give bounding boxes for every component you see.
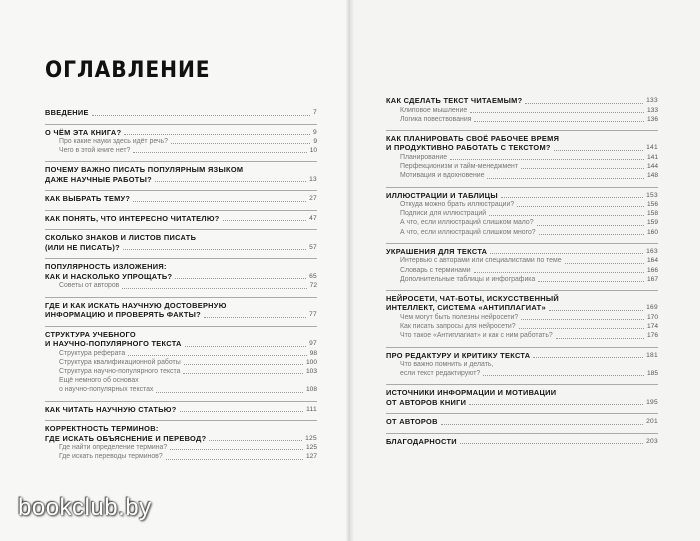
toc-entry-label: о научно-популярных текстах: [59, 386, 154, 394]
toc-leader-dots: [521, 168, 644, 169]
toc-page-number: 159: [646, 219, 658, 227]
toc-entry-label: КАК ПЛАНИРОВАТЬ СВОЁ РАБОЧЕЕ ВРЕМЯ: [386, 133, 560, 143]
toc-page-number: 108: [305, 386, 317, 394]
toc-section-entry: [386, 313, 658, 322]
toc-entry-label: СКОЛЬКО ЗНАКОВ И ЛИСТОВ ПИСАТЬ: [45, 233, 197, 243]
toc-section-entry: [386, 106, 658, 115]
toc-leader-dots: [133, 201, 306, 202]
toc-chapter-entry: [45, 272, 317, 282]
toc-leader-dots: [469, 404, 643, 405]
toc-leader-dots: [123, 249, 306, 250]
toc-leader-dots: [92, 115, 310, 116]
toc-page-number: 141: [646, 153, 658, 161]
toc-leader-dots: [450, 159, 644, 160]
toc-section-entry: [45, 367, 317, 376]
toc-leader-dots: [483, 375, 644, 376]
toc-entry-label: КОРРЕКТНОСТЬ ТЕРМИНОВ:: [45, 424, 159, 434]
toc-entry-label: ИЛЛЮСТРАЦИИ И ТАБЛИЦЫ: [386, 190, 498, 200]
toc-leader-dots: [533, 357, 643, 358]
toc-page-number: 9: [313, 138, 317, 145]
toc-leader-dots: [171, 143, 310, 144]
toc-section-entry: [45, 146, 317, 155]
toc-leader-dots: [556, 338, 644, 339]
toc-leader-dots: [521, 319, 644, 320]
toc-page-number: 167: [646, 275, 658, 283]
toc-entry-label: Чего в этой книге нет?: [59, 147, 131, 155]
toc-chapter-entry: [386, 143, 658, 153]
toc-page-number: 166: [646, 266, 658, 274]
toc-entry-label: ИНТЕЛЛЕКТ, СИСТЕМА «АНТИПЛАГИАТ»: [386, 303, 546, 313]
toc-section-entry: [386, 322, 658, 331]
toc-section-entry: [386, 228, 658, 237]
toc-chapter-entry: [45, 175, 317, 185]
toc-page-number: 156: [646, 201, 658, 209]
toc-leader-dots: [180, 411, 304, 412]
toc-entry-label: НЕЙРОСЕТИ, ЧАТ-БОТЫ, ИСКУССТВЕННЫЙ: [386, 293, 560, 303]
toc-section-entry: [386, 331, 658, 340]
toc-section-entry: [386, 369, 658, 378]
toc-section-entry: [45, 385, 317, 394]
toc-page-number: 163: [646, 247, 658, 255]
toc-leader-dots: [474, 121, 644, 122]
toc-page-number: 170: [646, 313, 658, 321]
toc-leader-dots: [183, 373, 303, 374]
toc-page-number: 97: [309, 340, 317, 348]
toc-entry-label: И ПРОДУКТИВНО РАБОТАТЬ С ТЕКСТОМ?: [386, 143, 551, 153]
toc-page-number: 160: [646, 228, 658, 236]
toc-leader-dots: [519, 328, 644, 329]
toc-entry-label: КАК СДЕЛАТЬ ТЕКСТ ЧИТАЕМЫМ?: [386, 96, 523, 105]
toc-entry-label: О ЧЁМ ЭТА КНИГА?: [45, 127, 122, 137]
toc-page-number: 10: [309, 147, 317, 155]
toc-entry-label: Мотивация и вдохновение: [400, 172, 485, 180]
toc-entry-label: Откуда можно брать иллюстрации?: [400, 201, 515, 209]
toc-chapter-entry: [45, 401, 317, 415]
toc-entry-label: ОТ АВТОРОВ КНИГИ: [386, 397, 467, 407]
toc-section-entry: [386, 275, 658, 284]
toc-page-number: 195: [646, 398, 658, 406]
toc-section-entry: [386, 171, 658, 180]
toc-page-number: 57: [309, 243, 317, 251]
toc-section-entry: [45, 376, 317, 385]
toc-page-number: 100: [305, 358, 317, 366]
toc-page-number: 203: [646, 437, 658, 445]
toc-chapter-entry: [45, 258, 317, 272]
toc-leader-dots: [565, 263, 644, 264]
toc-entry-label: КАК ВЫБРАТЬ ТЕМУ?: [45, 194, 131, 204]
toc-chapter-entry: [386, 130, 658, 144]
toc-entry-label: Советы от авторов: [59, 282, 120, 290]
toc-leader-dots: [156, 392, 303, 393]
watermark-logo: bookclub.by: [18, 494, 152, 521]
toc-entry-label: ВВЕДЕНИЕ: [45, 108, 89, 117]
toc-page-number: 125: [305, 444, 317, 452]
toc-leader-dots: [474, 272, 644, 273]
toc-entry-label: Перфекционизм и тайм-менеджмент: [400, 163, 518, 171]
toc-entry-label: ГДЕ И КАК ИСКАТЬ НАУЧНУЮ ДОСТОВЕРНУЮ: [45, 300, 227, 310]
toc-page-number: 125: [305, 434, 317, 442]
toc-entry-label: ОТ АВТОРОВ: [386, 417, 438, 427]
toc-section-entry: [386, 266, 658, 275]
toc-page-number: 65: [309, 272, 317, 280]
toc-leader-dots: [460, 443, 643, 444]
toc-leader-dots: [489, 215, 644, 216]
toc-section-entry: [45, 349, 317, 358]
toc-page-number: 27: [309, 195, 317, 203]
toc-leader-dots: [538, 281, 644, 282]
toc-entry-label: А что, если иллюстраций слишком мало?: [400, 219, 534, 227]
toc-title: ОГЛАВЛЕНИЕ: [45, 58, 211, 83]
book-gutter: [346, 0, 354, 541]
toc-page-number: 153: [646, 191, 658, 199]
toc-chapter-entry: [45, 161, 317, 175]
toc-section-entry: [386, 200, 658, 209]
toc-chapter-entry: [45, 339, 317, 349]
toc-page-number: 13: [309, 175, 317, 183]
toc-chapter-entry: [45, 210, 317, 224]
toc-page-number: 133: [646, 106, 658, 114]
toc-section-entry: [45, 452, 317, 461]
toc-leader-dots: [554, 150, 643, 151]
toc-entry-label: ПРО РЕДАКТУРУ И КРИТИКУ ТЕКСТА: [386, 350, 531, 360]
toc-leader-dots: [525, 103, 643, 104]
toc-entry-label: УКРАШЕНИЯ ДЛЯ ТЕКСТА: [386, 246, 488, 256]
toc-page-number: 7: [313, 109, 317, 116]
toc-entry-label: Чем могут быть полезны нейросети?: [400, 313, 519, 321]
toc-entry-label: ПОЧЕМУ ВАЖНО ПИСАТЬ ПОПУЛЯРНЫМ ЯЗЫКОМ: [45, 165, 244, 175]
toc-section-entry: [45, 137, 317, 146]
toc-leader-dots: [501, 197, 643, 198]
toc-section-entry: [45, 281, 317, 290]
toc-entry-label: Что важно помнить и делать,: [400, 361, 494, 369]
toc-page-number: 201: [646, 418, 658, 426]
toc-list-right: [386, 96, 658, 446]
toc-page-number: 141: [646, 144, 658, 152]
toc-leader-dots: [185, 346, 306, 347]
toc-leader-dots: [539, 234, 644, 235]
toc-entry-label: ДАЖЕ НАУЧНЫЕ РАБОТЫ?: [45, 174, 152, 184]
toc-leader-dots: [170, 449, 303, 450]
toc-section-entry: [386, 209, 658, 218]
toc-chapter-entry: [45, 243, 317, 253]
toc-chapter-entry: [45, 434, 317, 444]
toc-page-number: 176: [646, 332, 658, 340]
toc-entry-label: Что такое «Антиплагиат» и как с ним работать?: [400, 332, 553, 340]
toc-page-number: 185: [646, 370, 658, 378]
toc-chapter-entry: [386, 187, 658, 201]
toc-entry-label: ПОПУЛЯРНОСТЬ ИЗЛОЖЕНИЯ:: [45, 262, 167, 272]
toc-entry-label: Про какие науки здесь идёт речь?: [59, 138, 168, 145]
toc-entry-label: КАК ЧИТАТЬ НАУЧНУЮ СТАТЬЮ?: [45, 404, 177, 414]
toc-entry-label: Структура научно-популярного текста: [59, 368, 181, 376]
toc-section-entry: [386, 153, 658, 162]
toc-page-number: 169: [646, 304, 658, 312]
toc-chapter-entry: [386, 413, 658, 427]
toc-page-number: 111: [306, 405, 317, 413]
toc-entry-label: Структура реферата: [59, 349, 126, 357]
toc-page-number: 47: [309, 214, 317, 222]
toc-leader-dots: [204, 317, 306, 318]
toc-leader-dots: [549, 310, 643, 311]
toc-chapter-entry: [386, 243, 658, 257]
toc-entry-label: Где искать переводы терминов?: [59, 453, 163, 461]
toc-entry-label: И НАУЧНО-ПОПУЛЯРНОГО ТЕКСТА: [45, 339, 182, 349]
toc-leader-dots: [122, 288, 306, 289]
toc-chapter-entry: [45, 190, 317, 204]
toc-entry-label: ГДЕ ИСКАТЬ ОБЪЯСНЕНИЕ И ПЕРЕВОД?: [45, 433, 207, 443]
toc-page-number: 77: [309, 311, 317, 319]
toc-leader-dots: [209, 440, 302, 441]
toc-section-entry: [386, 360, 658, 369]
toc-leader-dots: [223, 220, 306, 221]
toc-entry-label: (ИЛИ НЕ ПИСАТЬ)?: [45, 242, 120, 252]
toc-chapter-entry: [386, 398, 658, 408]
toc-chapter-entry: [45, 108, 317, 118]
toc-chapter-entry: [45, 229, 317, 243]
toc-entry-label: ИНФОРМАЦИЮ И ПРОВЕРЯТЬ ФАКТЫ?: [45, 310, 201, 320]
toc-leader-dots: [490, 253, 643, 254]
toc-leader-dots: [184, 364, 303, 365]
toc-page-number: 158: [646, 210, 658, 218]
toc-entry-label: Словарь с терминами: [400, 266, 471, 274]
toc-leader-dots: [175, 278, 306, 279]
toc-leader-dots: [487, 178, 644, 179]
toc-leader-dots: [166, 459, 303, 460]
toc-chapter-entry: [386, 433, 658, 447]
toc-section-entry: [45, 443, 317, 452]
toc-leader-dots: [155, 181, 306, 182]
toc-entry-label: Подписи для иллюстраций: [400, 210, 487, 218]
toc-leader-dots: [128, 355, 306, 356]
toc-chapter-entry: [45, 420, 317, 434]
toc-section-entry: [386, 115, 658, 124]
toc-section-entry: [386, 162, 658, 171]
toc-chapter-entry: [386, 96, 658, 106]
toc-entry-label: А что, если иллюстраций слишком много?: [400, 228, 536, 236]
toc-entry-label: Интервью с авторами или специалистами по теме: [400, 257, 562, 265]
toc-entry-label: КАК И НАСКОЛЬКО УПРОЩАТЬ?: [45, 271, 173, 281]
toc-entry-label: Где найти определение термина?: [59, 444, 168, 452]
toc-section-entry: [386, 256, 658, 265]
toc-leader-dots: [517, 206, 644, 207]
toc-entry-label: КАК ПОНЯТЬ, ЧТО ИНТЕРЕСНО ЧИТАТЕЛЮ?: [45, 213, 220, 223]
toc-page-number: 174: [646, 323, 658, 331]
toc-page-number: 144: [646, 163, 658, 171]
toc-page-number: 181: [646, 351, 658, 359]
toc-chapter-entry: [386, 303, 658, 313]
toc-entry-label: Клиповое мышление: [400, 106, 468, 114]
toc-entry-label: ИСТОЧНИКИ ИНФОРМАЦИИ И МОТИВАЦИИ: [386, 388, 557, 398]
toc-page-number: 136: [646, 115, 658, 123]
toc-leader-dots: [133, 152, 306, 153]
toc-page-number: 164: [646, 257, 658, 265]
toc-entry-label: СТРУКТУРА УЧЕБНОГО: [45, 329, 136, 339]
toc-leader-dots: [441, 424, 643, 425]
toc-leader-dots: [537, 225, 644, 226]
toc-chapter-entry: [45, 297, 317, 311]
toc-entry-label: Дополнительные таблицы и инфографика: [400, 275, 536, 283]
toc-page-number: 72: [309, 282, 317, 290]
toc-leader-dots: [470, 112, 644, 113]
toc-entry-label: если текст редактируют?: [400, 370, 481, 378]
toc-chapter-entry: [45, 326, 317, 340]
toc-list-left: [45, 108, 317, 462]
toc-page-number: 103: [305, 368, 317, 376]
toc-chapter-entry: [45, 124, 317, 138]
toc-section-entry: [45, 358, 317, 367]
toc-page-number: 98: [309, 349, 317, 357]
toc-entry-label: Как писать запросы для нейросети?: [400, 323, 516, 331]
toc-page-number: 127: [305, 453, 317, 461]
toc-entry-label: Ещё немного об основах: [59, 377, 139, 385]
toc-page-number: 9: [313, 128, 317, 136]
toc-chapter-entry: [45, 310, 317, 320]
toc-entry-label: Планирование: [400, 153, 448, 161]
toc-leader-dots: [124, 134, 310, 135]
toc-chapter-entry: [386, 290, 658, 304]
toc-entry-label: БЛАГОДАРНОСТИ: [386, 436, 457, 446]
toc-page-number: 133: [646, 97, 658, 104]
toc-page-number: 148: [646, 172, 658, 180]
toc-chapter-entry: [386, 347, 658, 361]
toc-entry-label: Структура квалификационной работы: [59, 358, 181, 366]
toc-chapter-entry: [386, 384, 658, 398]
toc-entry-label: Логика повествования: [400, 115, 472, 123]
toc-section-entry: [386, 218, 658, 227]
